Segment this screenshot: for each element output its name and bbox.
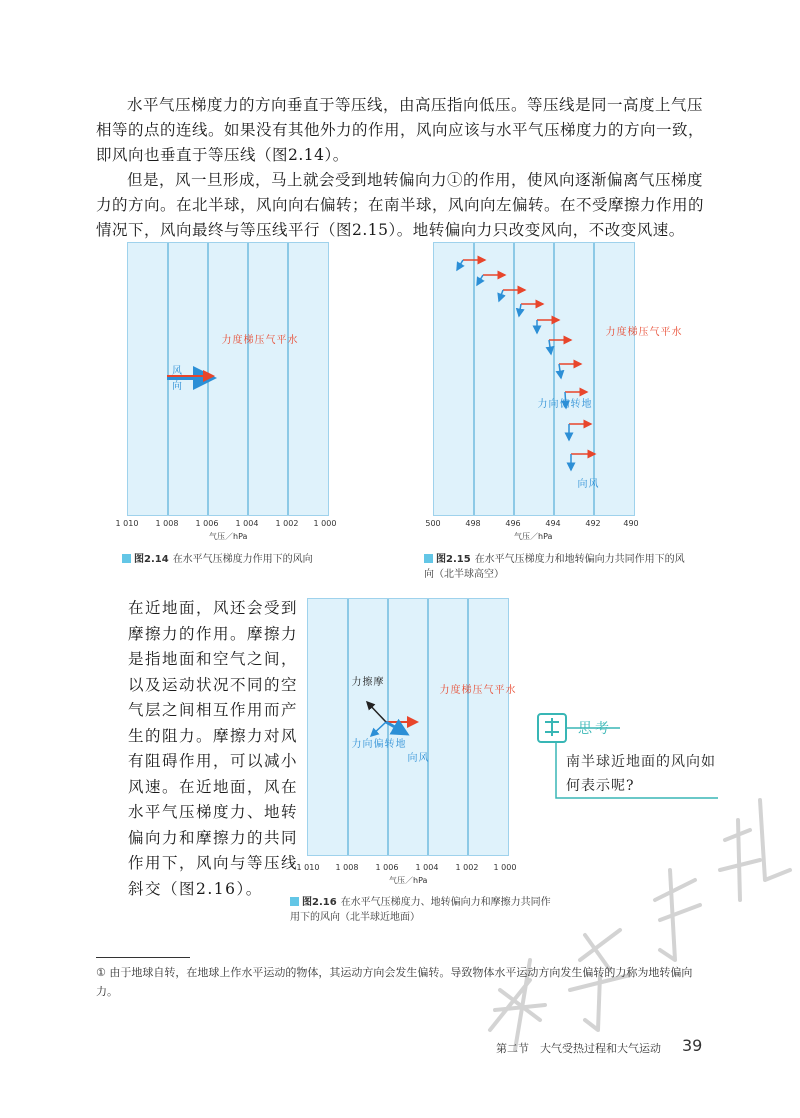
fig216-coriolis-label: 地转偏向力 [349, 738, 404, 748]
caption-text: 在水平气压梯度力、地转偏向力和摩擦力共同作用下的风向（北半球近地面） [290, 897, 551, 923]
tick-label: 1 008 [155, 519, 179, 528]
tick-label: 1 000 [313, 519, 337, 528]
fig214-arrows [127, 242, 329, 516]
coriolis-arrow [371, 722, 386, 736]
tick-label: 1 000 [493, 863, 517, 872]
wind-step [571, 454, 595, 470]
footnote: ① 由于地球自转，在地球上作水平运动的物体，其运动方向会发生偏转。导致物体水平运动方向发生偏转的力称为地转偏向力。 [96, 966, 693, 998]
think-title: 思考 [578, 721, 612, 737]
fig215-axis-title: 气压／hPa [514, 532, 553, 541]
caption-text: 在水平气压梯度力和地转偏向力共同作用下的风向（北半球高空） [424, 554, 685, 580]
wind-step [477, 275, 505, 285]
fig215-pgf-label: 水平气压梯度力 [603, 326, 680, 336]
caption-marker [290, 897, 299, 906]
fig214-caption [122, 552, 352, 567]
fig216-pgf-label: 水平气压梯度力 [437, 684, 514, 694]
fig214-pgf-label: 水平气压梯度力 [219, 334, 296, 344]
wind-step [457, 260, 485, 270]
tick-label: 490 [623, 519, 639, 528]
section-footer: 第二节 大气受热过程和大气运动 [496, 1042, 661, 1055]
fig214-axis-title: 气压／hPa [209, 532, 248, 541]
tick-label: 1 010 [296, 863, 320, 872]
tick-label: 500 [425, 519, 441, 528]
tick-label: 494 [545, 519, 561, 528]
paragraph-2: 但是，风一旦形成，马上就会受到地转偏向力①的作用，使风向逐渐偏离气压梯度力的方向。在北半球，风向向右偏转；在南半球，风向向左偏转。在不受摩擦力作用的情况下，风向最终与等压线平行（图2.15）。地转偏向力只改变风向，不改变风速。 [96, 171, 705, 239]
caption-number: 图2.15 [436, 554, 471, 565]
wind-step [499, 290, 525, 301]
caption-marker [424, 554, 433, 563]
wind-step [569, 424, 591, 440]
fig215-wind-label: 风向 [575, 478, 597, 488]
tick-label: 1 008 [335, 863, 359, 872]
fig215-coriolis-label: 地转偏向力 [535, 398, 590, 408]
watermark-text [470, 760, 800, 1060]
fig216-axis-title: 气压／hPa [389, 876, 428, 885]
friction-arrow [367, 702, 386, 722]
wind-step [559, 364, 581, 378]
tick-label: 1 004 [235, 519, 259, 528]
tick-label: 1 004 [415, 863, 439, 872]
page-number: 39 [682, 1036, 703, 1055]
tick-label: 1 006 [195, 519, 219, 528]
footnote-rule [96, 957, 190, 958]
tick-label: 1 002 [275, 519, 299, 528]
paragraph-1: 水平气压梯度力的方向垂直于等压线，由高压指向低压。等压线是同一高度上气压相等的点的连线。如果没有其他外力的作用，风向应该与水平气压梯度力的方向一致，即风向也垂直于等压线（图2.14）。 [96, 96, 705, 164]
tick-label: 1 002 [455, 863, 479, 872]
wind-step [537, 320, 559, 333]
tick-label: 1 006 [375, 863, 399, 872]
fig216-friction-label: 摩擦力 [349, 676, 382, 686]
caption-number: 图2.14 [134, 554, 169, 565]
tick-label: 492 [585, 519, 601, 528]
tick-label: 1 010 [115, 519, 139, 528]
fig215-arrows [433, 242, 635, 516]
side-paragraph: 在近地面，风还会受到摩擦力的作用。摩擦力是指地面和空气之间，以及运动状况不同的空气层之间相互作用而产生的阻力。摩擦力对风有阻碍作用，可以减小风速。在近地面，风在水平气压梯度力、地转偏向力和摩擦力的共同作用下，风向与等压线斜交（图2.16）。 [128, 599, 299, 898]
wind-step [549, 340, 571, 354]
wind-arrow [386, 722, 407, 734]
fig215-caption [424, 552, 694, 582]
fig216-wind-label: 风向 [405, 752, 427, 762]
caption-text: 在水平气压梯度力作用下的风向 [172, 554, 313, 565]
tick-label: 496 [505, 519, 521, 528]
think-question: 南半球近地面的风向如何表示呢? [566, 754, 716, 794]
caption-marker [122, 554, 131, 563]
tick-label: 498 [465, 519, 481, 528]
caption-number: 图2.16 [302, 897, 337, 908]
fig214-wind-label: 风向 [172, 366, 182, 392]
wind-step [519, 304, 543, 316]
